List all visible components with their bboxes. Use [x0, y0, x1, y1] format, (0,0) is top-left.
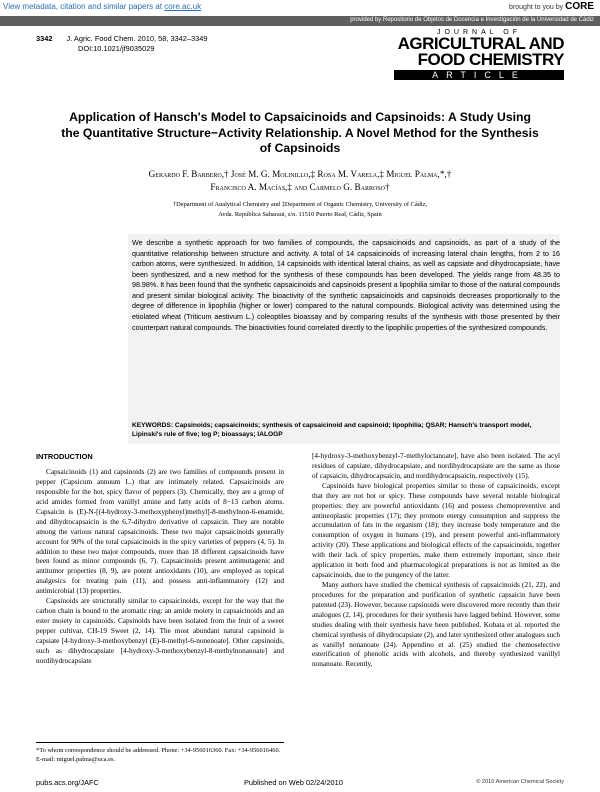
core-logo: CORE	[565, 1, 594, 12]
metadata-notice	[3, 2, 201, 11]
paragraph: [4-hydroxy-3-methoxybenzyl-7-methyloctanoate], have also been isolated. The acyl residues of capsiate, dihydrocapsiate, and nordihydrocapsiate are the same as those of capsaicin, dihydrocapsaicin, and nordihydrocapsaicin, respectively (15).	[312, 452, 560, 480]
copyright: © 2010 American Chemical Society	[476, 779, 564, 785]
abstract: We describe a synthetic approach for two families of compounds, the capsaicinoids and capsinoids, as part of a study of the quantitative relationship between structure and activity. A total of 14 capsaicinoids of increasing lateral chain lengths, from 2 to 16 carbon atoms, were synthesized. In addition, 14 capsinoids with identical lateral chains, as well as capsiate and dihydrocapsiate, have been synthesized, and a new method for the synthesis of these compounds has been developed. The yields range from 48.35 to 98.98%. It has been found that the synthetic capsaicinoids and capsinoids present a lipophilia similar to those of the natural compounds and present similar biological activity. The bioactivity of the synthetic capsaicinoids and capsinoids decreases proportionally to the degree of difference in lipophilia (higher or lower) compared to the natural compounds. Biological activity was determined using the etiolated wheat (Triticum aestivum L.) coleoptiles bioassay and by comparing results of the synthesis with those presented by their counterpart natural compounds. The bioactivities found correlated directly to the lipophilic properties of the synthesized compounds.	[132, 239, 560, 332]
journal-logo	[394, 30, 564, 80]
paragraph: Capsaicinoids (1) and capsinoids (2) are two families of compounds present in pepper (Capsicum annuum L.) that are intimately related. Capsaicinoids are responsible for the hot, spicy flavor of peppers (3). Chemically, they are a group of acid amides formed from vanillyl amine and fatty acids of 8−13 carbon atoms. Capsaicin is (E)-N-[(4-hydroxy-3-methoxyphenyl)methyl]-8-methylnon-6-enamide, and dihydrocapsaicin is the 6,7-dihydro derivative of capsaicin. They are notable among the various natural capsaicinoids. These two major capsaicinoids generally account for 90% of the total capsaicinoids in the spicy varieties of peppers (4, 5). In addition to these two major compounds, more than 18 different capsaicinoids have been found as minor compounds (6, 7). Capsaicinoids present antimutagenic and antitumor properties (8, 9), are potent antioxidants (10), are employed as topical analgesics for treating pain (11), and possess anti-inflammatory (12) and antimicrobial (13) properties.	[36, 468, 284, 596]
core-attribution[interactable]	[509, 1, 594, 12]
keywords: KEYWORDS: Capsinoids; capsaicinoids; synthesis of capsaicinoid and capsinoid; lipophilia; QSAR; Hansch's transport model, Lipinski's rule of five; log P; bioassays; IALOGP	[132, 422, 532, 438]
paragraph: Capsinoids have biological properties similar to those of capsaicinoids, except that they are not hot or spicy. These compounds have several notable biological properties: they are powerful antioxidants (16) and possess chemopreventive and antineoplastic properties (17); they promote energy consumption and suppress the accumulation of fats in the organism (18); they increase body temperature and the consumption of oxygen in humans (19), and present powerful anti-inflammatory activity (20). These applications and biological effects of the capsaicinoids, together with their lack of spicy properties, make them extremely important, since their application in both food and pharmacological preparations is not as limited as the capsaicinoids, due to the pungency of the latter.	[312, 481, 560, 580]
section-title: INTRODUCTION	[36, 452, 93, 461]
journal-logo-line3: FOOD CHEMISTRY	[417, 50, 564, 70]
paragraph: Capsinoids are structurally similar to capsaicinoids, except for the way that the carbon chain is bound to the aromatic ring: an amide moiety in capsaicinoids and an ester moiety in capsinoids. Capsinoids have been isolated from the fruit of a sweet pepper cultivar, CH-19 Sweet (2, 14). The most abundant natural capsinoid is capsiate [4-hydroxy-3-methoxybenzyl (E)-8-methyl-6-nonenoate]. Other capsinoids, such as dihydrocapsiate [4-hydroxy-3-methoxybenzyl-8-methylnonanoate] and nordihydrocapsiate	[36, 597, 284, 665]
provided-by-bar	[0, 16, 600, 26]
core-link[interactable]: core.ac.uk	[164, 2, 202, 11]
journal-url[interactable]: pubs.acs.org/JAFC	[36, 778, 99, 787]
journal-logo-article: ARTICLE	[394, 70, 564, 80]
authors	[60, 168, 540, 195]
right-column	[312, 452, 560, 670]
affiliation-line2: Avda. República Saharaui, s/n. 11510 Puerto Real, Cádiz, Spain	[218, 210, 382, 218]
paragraph: Many authors have studied the chemical synthesis of capsaicinoids (21, 22), and procedures for the preparation and purification of synthetic capsaicin have been patented (23). However, because capsinoids were discovered more recently than their analogues (2, 14), procedures for their synthesis have lagged behind. However, some studies dealing with their synthesis have been published. Kobata et al. reported the chemical synthesis of dihydrocapsiate (2), and later synthesized other analogues such as vanillyl nonanoate (24). Appendino et al. (25) studied the chemoselective esterification of phenolic acids with alcohols, and thereby synthesized vanillyl nonanoate. Recently,	[312, 580, 560, 669]
journal-logo-line2: AGRICULTURAL AND	[397, 34, 564, 54]
affiliation-line1: †Department of Analytical Chemistry and ‡Department of Organic Chemistry, University of Cádiz,	[172, 201, 428, 208]
doi[interactable]: DOI:10.1021/jf9035029	[78, 44, 155, 53]
journal-logo-line1: JOURNAL OF	[436, 29, 522, 36]
top-banner	[0, 0, 600, 14]
page-number: 3342	[36, 34, 53, 43]
authors-line1: Gerardo F. Barbero,† José M. G. Molinillo,‡ Rosa M. Varela,‡ Miguel Palma,*,†	[148, 169, 452, 179]
affiliation	[90, 200, 510, 219]
core-attribution-text: brought to you by	[509, 4, 566, 11]
provided-by-text: provided by Repositorio de Objetos de Docencia e Investigación de la Universidad de Cádiz	[350, 17, 594, 23]
running-head	[36, 34, 208, 53]
metadata-text: View metadata, citation and similar papers at	[3, 2, 165, 11]
citation: J. Agric. Food Chem. 2010, 58, 3342–3349	[66, 34, 208, 43]
article-title: Application of Hansch's Model to Capsaicinoids and Capsinoids: A Study Using the Quantitative Structure−Activity Relationship. A Novel Method for the Synthesis of Capsinoids	[61, 110, 539, 156]
left-column	[36, 452, 284, 667]
correspondence-footnote: *To whom correspondence should be addressed. Phone: +34-956016360. Fax: +34-956016460. E-mail: miguel.palma@uca.es.	[36, 742, 284, 764]
publication-date: Published on Web 02/24/2010	[244, 778, 343, 787]
authors-line2: Francisco A. Macías,‡ and Carmelo G. Barroso†	[210, 182, 390, 193]
